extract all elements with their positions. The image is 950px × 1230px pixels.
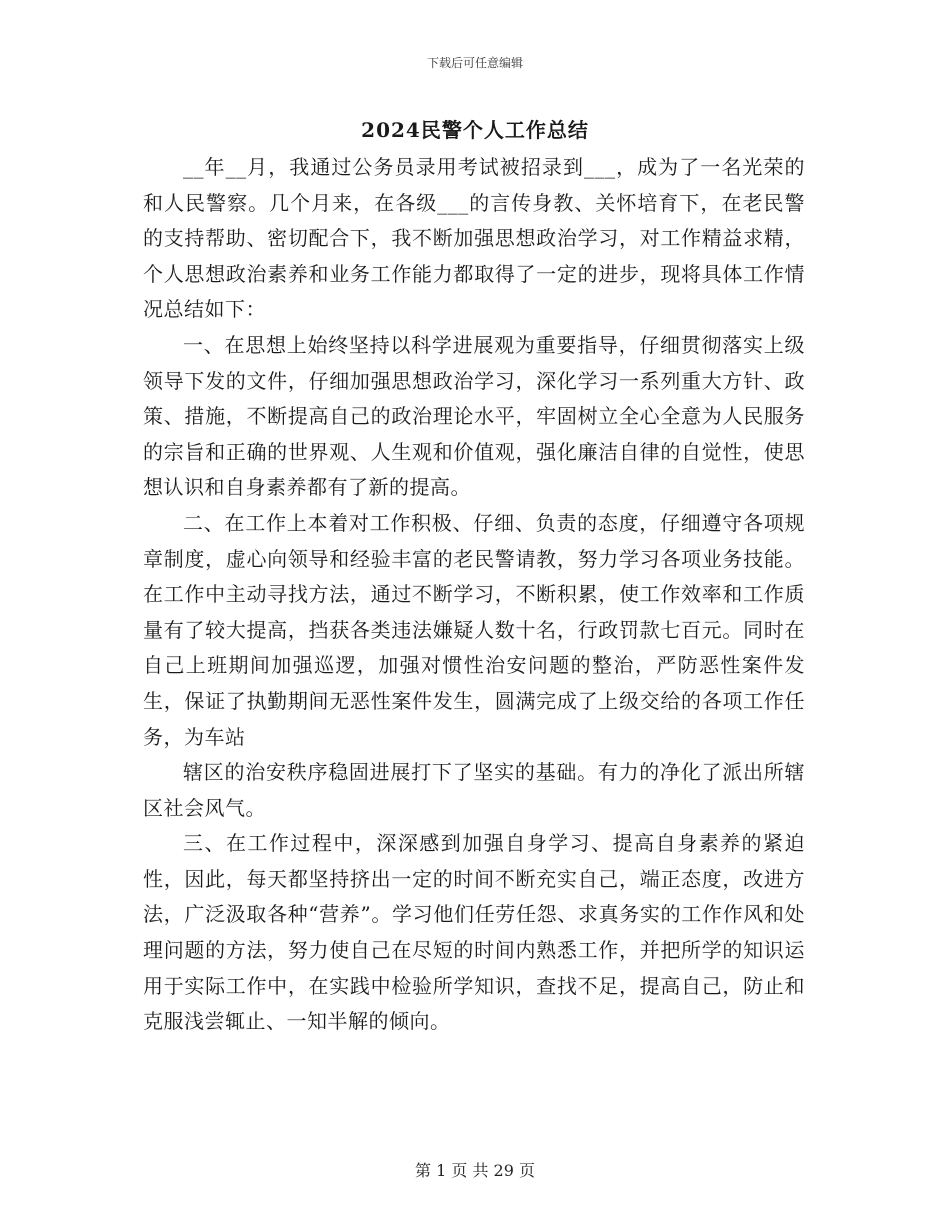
- paragraph-intro: __年__月，我通过公务员录用考试被招录到___，成为了一名光荣的和人民警察。几个月来，在各级___的言传身教、关怀培育下，在老民警的支持帮助、密切配合下，我不断加强思想政治学习，对工作精益求精，个人思想政治素养和业务工作能力都取得了一定的进步，现将具体工作情况总结如下：: [143, 155, 805, 322]
- page-number-footer: 第 1 页 共 29 页: [415, 1161, 535, 1180]
- header-note: 下载后可任意编辑: [426, 56, 523, 70]
- paragraph-section-1: 一、在思想上始终坚持以科学进展观为重要指导，仔细贯彻落实上级领导下发的文件，仔细加强思想政治学习，深化学习一系列重大方针、政策、措施，不断提高自己的政治理论水平，牢固树立全心全意为人民服务的宗旨和正确的世界观、人生观和价值观，强化廉洁自律的自觉性，使思想认识和自身素养都有了新的提高。: [143, 332, 805, 500]
- document-body: [143, 150, 805, 1040]
- paragraph-section-2-continued: 辖区的治安秩序稳固进展打下了坚实的基础。有力的净化了派出所辖区社会风气。: [143, 760, 805, 820]
- document-title: 2024民警个人工作总结: [361, 118, 589, 142]
- paragraph-section-2: 二、在工作上本着对工作积极、仔细、负责的态度，仔细遵守各项规章制度，虚心向领导和经验丰富的老民警请教，努力学习各项业务技能。在工作中主动寻找方法，通过不断学习，不断积累，使工作效率和工作质量有了较大提高，挡获各类违法嫌疑人数十名，行政罚款七百元。同时在自己上班期间加强巡逻，加强对惯性治安问题的整治，严防恶性案件发生，保证了执勤期间无恶性案件发生，圆满完成了上级交给的各项工作任务，为车站: [143, 510, 805, 749]
- paragraph-section-3: 三、在工作过程中，深深感到加强自身学习、提高自身素养的紧迫性，因此，每天都坚持挤出一定的时间不断充实自己，端正态度，改进方法，广泛汲取各种“营养”。学习他们任劳任怨、求真务实的工作作风和处理问题的方法，努力使自己在尽短的时间内熟悉工作，并把所学的知识运用于实际工作中，在实践中检验所学知识，查找不足，提高自己，防止和克服浅尝辄止、一知半解的倾向。: [143, 831, 805, 1034]
